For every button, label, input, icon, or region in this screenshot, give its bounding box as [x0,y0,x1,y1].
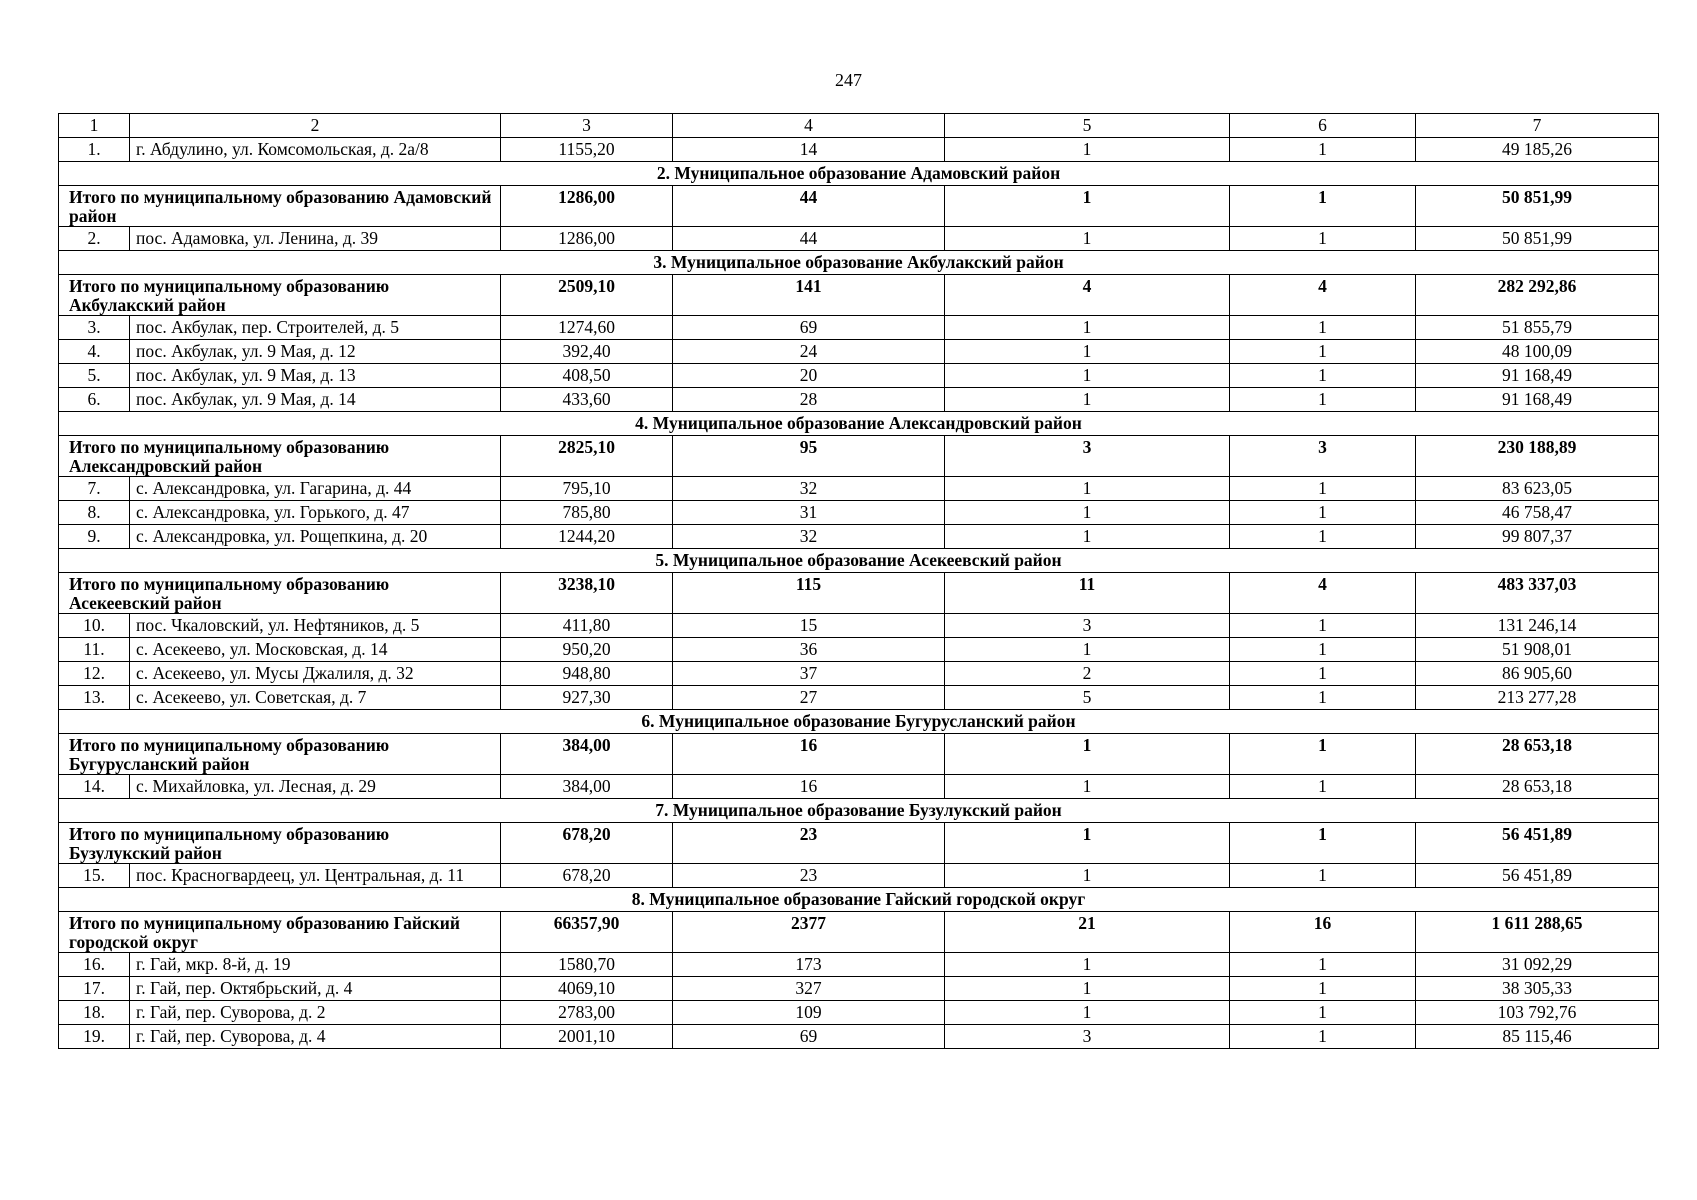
row-area: 1580,70 [501,953,673,977]
row-area: 785,80 [501,501,673,525]
total-col-6: 1 [1230,734,1416,775]
table-row [59,227,1659,251]
row-address: г. Гай, пер. Октябрьский, д. 4 [130,977,501,1001]
total-col-4: 44 [673,186,945,227]
row-area: 392,40 [501,340,673,364]
row-address: с. Александровка, ул. Гагарина, д. 44 [130,477,501,501]
row-col-4: 32 [673,525,945,549]
row-number: 2. [59,227,130,251]
total-cost: 1 611 288,65 [1416,912,1659,953]
row-col-4: 69 [673,1025,945,1049]
row-col-4: 173 [673,953,945,977]
total-col-5: 1 [945,734,1230,775]
row-area: 2001,10 [501,1025,673,1049]
row-col-4: 36 [673,638,945,662]
row-col-6: 1 [1230,686,1416,710]
row-number: 16. [59,953,130,977]
total-label: Итого по муниципальному образованию Александровский район [59,436,501,477]
total-label: Итого по муниципальному образованию Асекеевский район [59,573,501,614]
total-row [59,912,1659,953]
row-col-4: 69 [673,316,945,340]
total-col-5: 4 [945,275,1230,316]
row-col-6: 1 [1230,388,1416,412]
total-cost: 483 337,03 [1416,573,1659,614]
row-cost: 56 451,89 [1416,864,1659,888]
table-row [59,501,1659,525]
row-col-6: 1 [1230,662,1416,686]
column-header: 7 [1416,114,1659,138]
row-cost: 91 168,49 [1416,388,1659,412]
row-col-6: 1 [1230,501,1416,525]
total-area: 3238,10 [501,573,673,614]
column-header: 6 [1230,114,1416,138]
row-area: 411,80 [501,614,673,638]
table-row [59,686,1659,710]
row-col-4: 27 [673,686,945,710]
section-row [59,412,1659,436]
row-col-5: 1 [945,638,1230,662]
section-title: 8. Муниципальное образование Гайский городской округ [59,888,1659,912]
row-address: пос. Красногвардеец, ул. Центральная, д. 11 [130,864,501,888]
row-col-4: 32 [673,477,945,501]
table-row [59,864,1659,888]
row-col-4: 109 [673,1001,945,1025]
row-cost: 51 908,01 [1416,638,1659,662]
section-title: 4. Муниципальное образование Александровский район [59,412,1659,436]
total-col-5: 3 [945,436,1230,477]
total-col-4: 115 [673,573,945,614]
total-row [59,734,1659,775]
row-cost: 46 758,47 [1416,501,1659,525]
total-cost: 56 451,89 [1416,823,1659,864]
row-cost: 213 277,28 [1416,686,1659,710]
page-number: 247 [835,70,862,90]
row-address: с. Асекеево, ул. Мусы Джалиля, д. 32 [130,662,501,686]
total-cost: 282 292,86 [1416,275,1659,316]
row-col-4: 14 [673,138,945,162]
row-col-4: 327 [673,977,945,1001]
row-col-6: 1 [1230,227,1416,251]
row-col-6: 1 [1230,1025,1416,1049]
row-col-6: 1 [1230,775,1416,799]
row-col-5: 5 [945,686,1230,710]
row-col-6: 1 [1230,525,1416,549]
total-label: Итого по муниципальному образованию Бузулукский район [59,823,501,864]
section-title: 7. Муниципальное образование Бузулукский район [59,799,1659,823]
total-area: 678,20 [501,823,673,864]
row-number: 15. [59,864,130,888]
row-col-5: 1 [945,364,1230,388]
row-col-5: 1 [945,227,1230,251]
row-col-6: 1 [1230,316,1416,340]
row-number: 5. [59,364,130,388]
row-col-6: 1 [1230,953,1416,977]
row-col-6: 1 [1230,477,1416,501]
row-col-5: 1 [945,388,1230,412]
row-address: с. Александровка, ул. Горького, д. 47 [130,501,501,525]
row-col-6: 1 [1230,614,1416,638]
row-area: 408,50 [501,364,673,388]
total-label: Итого по муниципальному образованию Адамовский район [59,186,501,227]
row-cost: 86 905,60 [1416,662,1659,686]
section-title: 3. Муниципальное образование Акбулакский район [59,251,1659,275]
row-number: 13. [59,686,130,710]
total-label: Итого по муниципальному образованию Бугурусланский район [59,734,501,775]
row-col-5: 1 [945,138,1230,162]
row-address: пос. Адамовка, ул. Ленина, д. 39 [130,227,501,251]
row-cost: 31 092,29 [1416,953,1659,977]
total-col-6: 3 [1230,436,1416,477]
table-row [59,1025,1659,1049]
row-col-5: 1 [945,953,1230,977]
row-area: 948,80 [501,662,673,686]
column-header-row [59,114,1659,138]
row-col-4: 44 [673,227,945,251]
row-address: с. Асекеево, ул. Московская, д. 14 [130,638,501,662]
section-title: 6. Муниципальное образование Бугурусланский район [59,710,1659,734]
total-col-5: 1 [945,823,1230,864]
total-area: 2825,10 [501,436,673,477]
row-address: пос. Акбулак, ул. 9 Мая, д. 14 [130,388,501,412]
total-area: 384,00 [501,734,673,775]
total-label: Итого по муниципальному образованию Акбулакский район [59,275,501,316]
row-number: 12. [59,662,130,686]
row-address: с. Александровка, ул. Рощепкина, д. 20 [130,525,501,549]
section-row [59,251,1659,275]
row-number: 1. [59,138,130,162]
row-col-6: 1 [1230,864,1416,888]
total-col-6: 16 [1230,912,1416,953]
table-row [59,316,1659,340]
row-number: 17. [59,977,130,1001]
row-cost: 131 246,14 [1416,614,1659,638]
total-col-4: 23 [673,823,945,864]
total-row [59,436,1659,477]
row-col-5: 1 [945,340,1230,364]
column-header: 5 [945,114,1230,138]
row-col-5: 3 [945,614,1230,638]
row-area: 1155,20 [501,138,673,162]
row-cost: 50 851,99 [1416,227,1659,251]
row-col-4: 23 [673,864,945,888]
row-address: г. Гай, пер. Суворова, д. 4 [130,1025,501,1049]
section-row [59,888,1659,912]
row-col-4: 37 [673,662,945,686]
table-row [59,138,1659,162]
section-title: 5. Муниципальное образование Асекеевский район [59,549,1659,573]
table-row [59,638,1659,662]
row-address: г. Гай, мкр. 8-й, д. 19 [130,953,501,977]
section-row [59,710,1659,734]
row-number: 7. [59,477,130,501]
total-col-4: 95 [673,436,945,477]
total-col-4: 2377 [673,912,945,953]
row-number: 6. [59,388,130,412]
row-col-4: 15 [673,614,945,638]
row-col-5: 1 [945,501,1230,525]
table-row [59,614,1659,638]
total-col-4: 141 [673,275,945,316]
row-number: 18. [59,1001,130,1025]
row-cost: 28 653,18 [1416,775,1659,799]
row-col-5: 2 [945,662,1230,686]
total-cost: 230 188,89 [1416,436,1659,477]
total-col-5: 1 [945,186,1230,227]
row-address: с. Асекеево, ул. Советская, д. 7 [130,686,501,710]
total-col-5: 21 [945,912,1230,953]
row-col-5: 1 [945,775,1230,799]
row-number: 3. [59,316,130,340]
row-area: 795,10 [501,477,673,501]
section-title: 2. Муниципальное образование Адамовский район [59,162,1659,186]
total-row [59,275,1659,316]
row-cost: 49 185,26 [1416,138,1659,162]
section-row [59,799,1659,823]
column-header: 4 [673,114,945,138]
row-col-6: 1 [1230,638,1416,662]
row-cost: 38 305,33 [1416,977,1659,1001]
row-col-5: 1 [945,864,1230,888]
row-area: 1244,20 [501,525,673,549]
row-area: 950,20 [501,638,673,662]
column-header: 2 [130,114,501,138]
table-row [59,1001,1659,1025]
total-label: Итого по муниципальному образованию Гайский городской округ [59,912,501,953]
row-col-6: 1 [1230,138,1416,162]
total-col-6: 1 [1230,823,1416,864]
row-col-6: 1 [1230,1001,1416,1025]
total-col-6: 4 [1230,275,1416,316]
row-area: 1286,00 [501,227,673,251]
row-col-6: 1 [1230,977,1416,1001]
table-row [59,953,1659,977]
row-cost: 99 807,37 [1416,525,1659,549]
row-number: 19. [59,1025,130,1049]
row-address: пос. Акбулак, пер. Строителей, д. 5 [130,316,501,340]
row-number: 4. [59,340,130,364]
table-row [59,775,1659,799]
row-number: 8. [59,501,130,525]
row-address: с. Михайловка, ул. Лесная, д. 29 [130,775,501,799]
table-row [59,388,1659,412]
row-address: г. Гай, пер. Суворова, д. 2 [130,1001,501,1025]
column-header: 3 [501,114,673,138]
row-address: г. Абдулино, ул. Комсомольская, д. 2а/8 [130,138,501,162]
row-address: пос. Акбулак, ул. 9 Мая, д. 12 [130,340,501,364]
row-area: 384,00 [501,775,673,799]
table-row [59,977,1659,1001]
total-row [59,823,1659,864]
row-col-5: 1 [945,525,1230,549]
row-col-4: 24 [673,340,945,364]
section-row [59,549,1659,573]
row-col-5: 1 [945,977,1230,1001]
row-cost: 85 115,46 [1416,1025,1659,1049]
row-address: пос. Чкаловский, ул. Нефтяников, д. 5 [130,614,501,638]
row-address: пос. Акбулак, ул. 9 Мая, д. 13 [130,364,501,388]
row-area: 2783,00 [501,1001,673,1025]
total-col-6: 4 [1230,573,1416,614]
row-col-4: 20 [673,364,945,388]
total-row [59,573,1659,614]
total-cost: 28 653,18 [1416,734,1659,775]
row-cost: 83 623,05 [1416,477,1659,501]
row-area: 678,20 [501,864,673,888]
row-col-6: 1 [1230,340,1416,364]
table-row [59,477,1659,501]
row-col-5: 1 [945,316,1230,340]
row-col-6: 1 [1230,364,1416,388]
row-area: 927,30 [501,686,673,710]
row-col-5: 3 [945,1025,1230,1049]
table-row [59,525,1659,549]
row-cost: 48 100,09 [1416,340,1659,364]
row-col-4: 16 [673,775,945,799]
total-row [59,186,1659,227]
row-col-5: 1 [945,477,1230,501]
row-area: 433,60 [501,388,673,412]
total-col-6: 1 [1230,186,1416,227]
row-number: 11. [59,638,130,662]
row-number: 10. [59,614,130,638]
total-area: 1286,00 [501,186,673,227]
total-cost: 50 851,99 [1416,186,1659,227]
table-row [59,662,1659,686]
row-col-5: 1 [945,1001,1230,1025]
table-row [59,364,1659,388]
row-area: 1274,60 [501,316,673,340]
row-number: 14. [59,775,130,799]
row-cost: 51 855,79 [1416,316,1659,340]
row-area: 4069,10 [501,977,673,1001]
row-cost: 91 168,49 [1416,364,1659,388]
housing-table [58,113,1659,1049]
column-header: 1 [59,114,130,138]
total-area: 66357,90 [501,912,673,953]
section-row [59,162,1659,186]
table-row [59,340,1659,364]
row-col-4: 31 [673,501,945,525]
total-area: 2509,10 [501,275,673,316]
row-col-4: 28 [673,388,945,412]
total-col-5: 11 [945,573,1230,614]
row-number: 9. [59,525,130,549]
row-cost: 103 792,76 [1416,1001,1659,1025]
total-col-4: 16 [673,734,945,775]
